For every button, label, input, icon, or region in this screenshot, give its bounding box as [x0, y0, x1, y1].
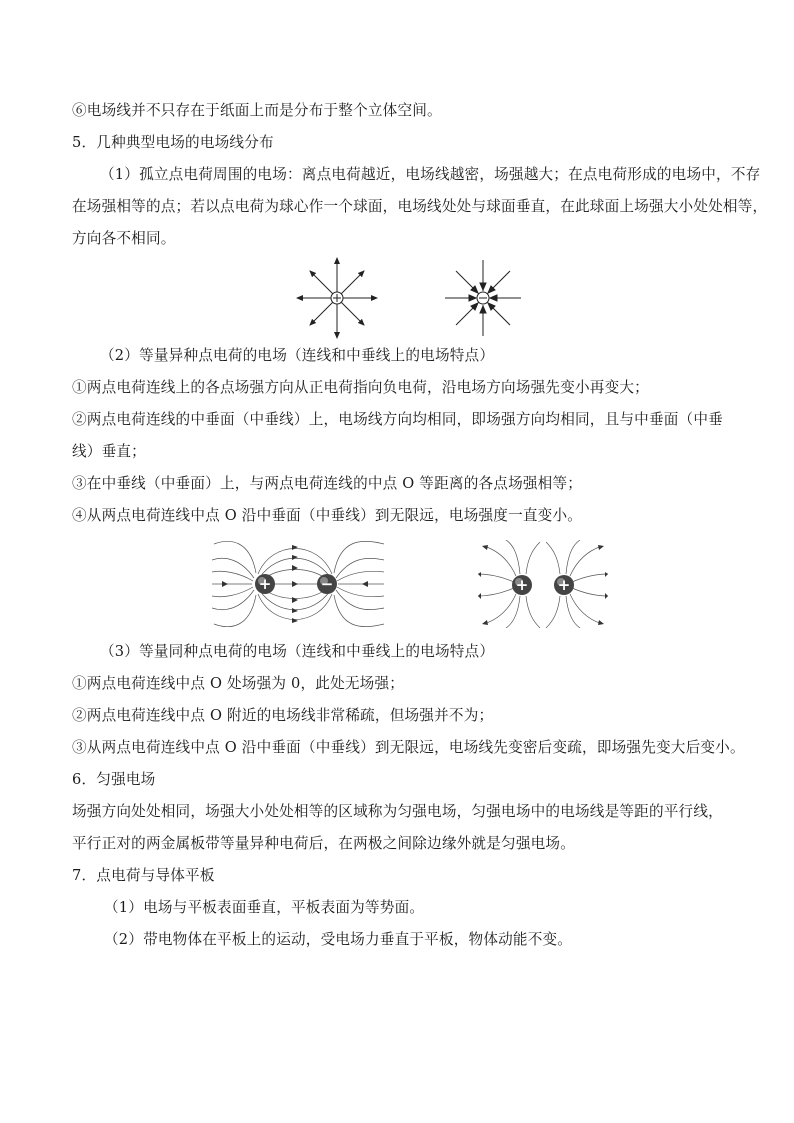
- section-heading-6: 6．匀强电场: [72, 771, 156, 788]
- text-line-8: ②两点电荷连线的中垂面（中垂线）上，电场线方向均相同，即场强方向均相同，且与中垂面（中垂: [72, 411, 723, 428]
- text-line-1: ⑥电场线并不只存在于纸面上而是分布于整个立体空间。: [72, 102, 442, 119]
- text-line-15: ③从两点电荷连线中点 O 沿中垂面（中垂线）到无限远，电场线先变密后变疏，即场强先变大后变小。: [72, 739, 745, 756]
- opposite-charges-field-figure: [210, 536, 386, 632]
- positive-point-charge: [297, 258, 377, 338]
- left-positive-charge-sphere: [512, 575, 532, 595]
- text-line-17: 场强方向处处相同，场强大小处处相等的区域称为匀强电场，匀强电场中的电场线是等距的平行线，: [72, 803, 723, 820]
- text-line-10: ③在中垂线（中垂面）上，与两点电荷连线的中点 O 等距离的各点场强相等；: [72, 475, 583, 492]
- positive-charge-sphere: [255, 574, 275, 594]
- text-line-18: 平行正对的两金属板带等量异种电荷后，在两极之间除边缘外就是匀强电场。: [72, 835, 575, 852]
- subsection-2-heading: （2）等量异种点电荷的电场（连线和中垂线上的电场特点）: [100, 347, 495, 364]
- negative-point-charge: [445, 260, 521, 336]
- isolated-charges-figure: [290, 256, 530, 340]
- svg-text:+: +: [258, 575, 272, 593]
- text-line-5: 方向各不相同。: [72, 230, 176, 247]
- text-line-13: ①两点电荷连线中点 O 处场强为 0，此处无场强；: [72, 675, 405, 692]
- section-heading-5: 5．几种典型电场的电场线分布: [72, 134, 274, 151]
- text-line-4: 在场强相等的点；若以点电荷为球心作一个球面，电场线处处与球面垂直，在此球面上场强大小处处相等，: [72, 198, 768, 215]
- like-charges-field-figure: [478, 540, 608, 628]
- text-line-20: （1）电场与平板表面垂直，平板表面为等势面。: [104, 899, 425, 916]
- subsection-3-heading: （3）等量同种点电荷的电场（连线和中垂线上的电场特点）: [100, 643, 495, 660]
- text-line-11: ④从两点电荷连线中点 O 沿中垂面（中垂线）到无限远，电场强度一直变小。: [72, 507, 583, 524]
- section-heading-7: 7．点电荷与导体平板: [72, 867, 215, 884]
- text-line-21: （2）带电物体在平板上的运动，受电场力垂直于平板，物体动能不变。: [104, 931, 573, 948]
- text-line-3: （1）孤立点电荷周围的电场：离点电荷越近，电场线越密，场强越大；在点电荷形成的电场中，不存: [100, 166, 761, 183]
- right-positive-charge-sphere: [554, 575, 574, 595]
- text-line-14: ②两点电荷连线中点 O 附近的电场线非常稀疏，但场强并不为；: [72, 707, 494, 724]
- negative-charge-sphere: [317, 574, 337, 594]
- text-line-9: 线）垂直；: [72, 443, 146, 460]
- svg-text:+: +: [515, 576, 529, 594]
- svg-text:+: +: [557, 576, 571, 594]
- text-line-7: ①两点电荷连线上的各点场强方向从正电荷指向负电荷，沿电场方向场强先变小再变大；: [72, 379, 649, 396]
- svg-text:−: −: [320, 575, 334, 593]
